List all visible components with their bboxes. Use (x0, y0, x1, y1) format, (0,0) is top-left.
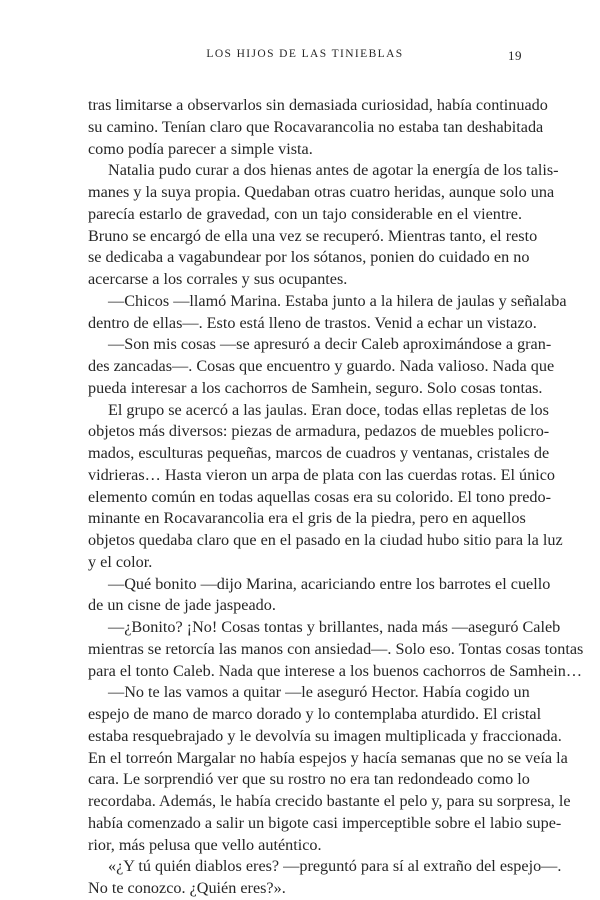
text-line: había comenzado a salir un bigote casi imperceptible sobre el labio supe- (88, 813, 562, 832)
text-line: mientras se retorcía las manos con ansiedad—. Solo eso. Tontas cosas tontas (88, 639, 584, 658)
text-line: vidrieras… Hasta vieron un arpa de plata con las cuerdas rotas. El único (88, 465, 556, 484)
paragraph (88, 334, 555, 399)
text-line: —Qué bonito —dijo Marina, acariciando entre los barrotes el cuello (108, 574, 551, 593)
text-line: Natalia pudo curar a dos hienas antes de agotar la energía de los talis- (108, 161, 559, 180)
text-line: des zancadas—. Cosas que encuentro y guardo. Nada valioso. Nada que (88, 357, 555, 375)
text-line: se dedicaba a vagabundear por los sótanos, ponien do cuidado en no (88, 248, 530, 267)
text-line: tras limitarse a observarlos sin demasiada curiosidad, había continuado (88, 96, 548, 114)
text-line: «¿Y tú quién diablos eres? —preguntó para sí al extraño del espejo—. (108, 857, 562, 876)
page-number: 19 (508, 48, 522, 63)
text-line: objetos quedaba claro que en el pasado en la ciudad hubo sitio para la luz (88, 531, 563, 549)
text-line: espejo de mano de marco dorado y lo contemplaba aturdido. El cristal (88, 705, 542, 723)
text-line: rior, más pelusa que vello auténtico. (88, 835, 322, 854)
text-line: su camino. Tenían claro que Rocavarancolia no estaba tan deshabitada (88, 117, 544, 136)
text-line: mados, esculturas pequeñas, marcos de cuadros y ventanas, cristales de (88, 444, 550, 462)
paragraph (88, 574, 551, 618)
text-line: —No te las vamos a quitar —le aseguró Hector. Había cogido un (108, 683, 530, 702)
text-line: estaba resquebrajado y le devolvía su imagen multiplicada y fraccionada. (88, 726, 562, 745)
text-line: recordaba. Además, le había crecido bastante el pelo y, para su sorpresa, le (88, 792, 571, 810)
text-line: acercarse a los corrales y sus ocupantes. (88, 270, 348, 288)
text-line: En el torreón Margalar no había espejos y hacía semanas que no se veía la (88, 748, 568, 767)
paragraph (88, 682, 571, 856)
text-line: elemento común en todas aquellas cosas era su colorido. El tono predo- (88, 487, 552, 506)
paragraph (88, 400, 563, 574)
text-line: pueda interesar a los cachorros de Samhein, seguro. Solo cosas tontas. (88, 378, 543, 397)
running-header (88, 48, 522, 66)
paragraph (88, 160, 559, 291)
text-line: para el tonto Caleb. Nada que interese a los buenos cachorros de Samhein… (88, 661, 583, 680)
text-line: —¿Bonito? ¡No! Cosas tontas y brillantes, nada más —aseguró Caleb (108, 618, 561, 636)
paragraph (88, 291, 567, 335)
text-line: y el color. (88, 552, 153, 571)
paragraph (88, 95, 548, 160)
text-line: No te conozco. ¿Quién eres?». (88, 879, 286, 897)
text-line: manes y la suya propia. Quedaban otras cuatro heridas, aunque solo una (88, 183, 555, 201)
running-title: LOS HIJOS DE LAS TINIEBLAS (206, 48, 404, 60)
text-line: de un cisne de jade jaspeado. (88, 596, 276, 615)
text-line: objetos más diversos: piezas de armadura, pedazos de muebles policro- (88, 422, 550, 441)
paragraph (88, 617, 584, 682)
body-text (88, 95, 584, 900)
text-line: dentro de ellas—. Esto está lleno de trastos. Venid a echar un vistazo. (88, 313, 537, 332)
text-line: parecía estarlo de gravedad, con un tajo considerable en el vientre. (88, 204, 522, 223)
text-line: minante en Rocavarancolia era el gris de la piedra, pero en aquellos (88, 509, 526, 528)
text-line: —Chicos —llamó Marina. Estaba junto a la hilera de jaulas y señalaba (108, 291, 567, 310)
text-line: —Son mis cosas —se apresuró a decir Caleb aproximándose a gran- (108, 335, 552, 354)
text-line: Bruno se encargó de ella una vez se recuperó. Mientras tanto, el resto (88, 226, 538, 245)
text-line: cara. Le sorprendió ver que su rostro no era tan redondeado como lo (88, 770, 530, 789)
paragraph (88, 856, 562, 900)
text-line: como podía parecer a simple vista. (88, 139, 313, 158)
text-line: El grupo se acercó a las jaulas. Eran doce, todas ellas repletas de los (108, 400, 549, 419)
